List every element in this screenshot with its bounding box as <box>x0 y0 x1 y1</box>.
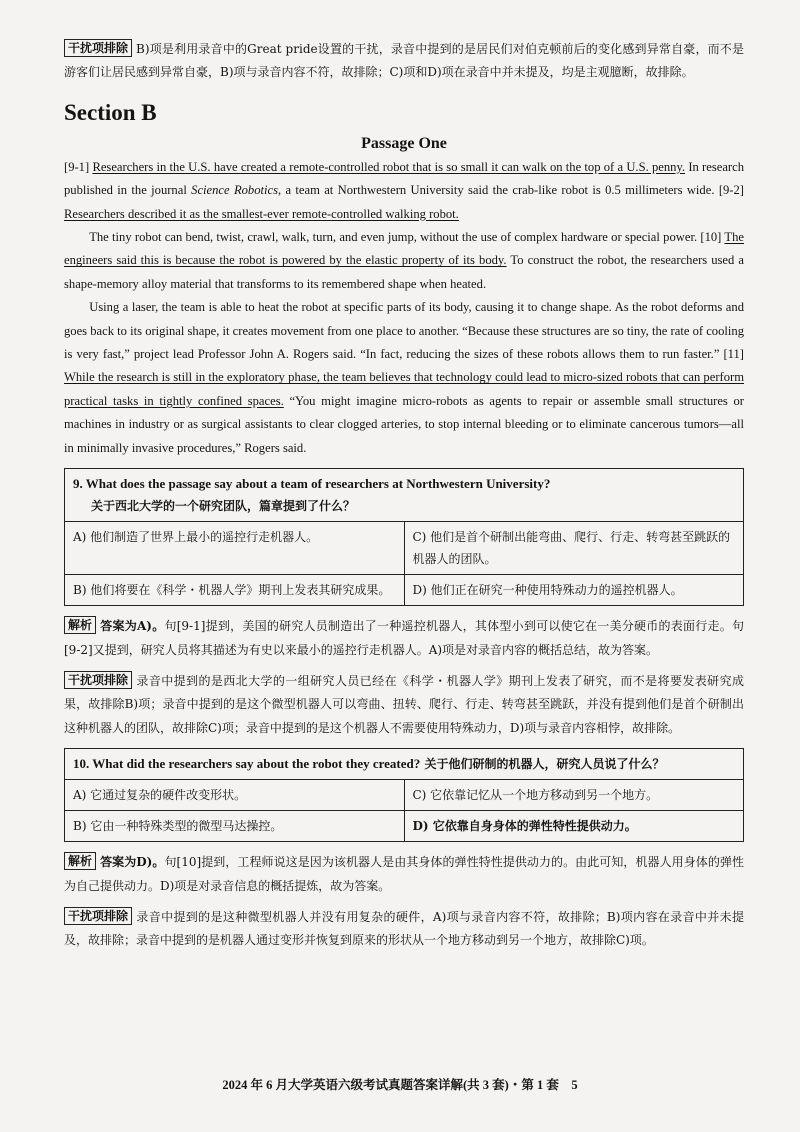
distractor-tag: 干扰项排除 <box>64 39 132 57</box>
underlined-sentence-10: The engineers said this is because the robot is powered by the elastic property of its body. <box>64 230 745 268</box>
distractor-text: 录音中提到的是西北大学的一组研究人员已经在《科学・机器人学》期刊上发表了研究，而不是将要发表研究成果，故排除B)项；录音中提到的是这个微型机器人可以弯曲、扭转、爬行、行走、转弯甚至跳跃，并没有提到他们是首个研制出这种机器人的团队，故排除C)项；录音中提到的是这个机器人不需要使用特殊动力，D)项与录音内容相悖，故排除。 <box>64 673 744 735</box>
distractor-text: B)项是利用录音中的Great pride设置的干扰，录音中提到的是居民们对伯克顿前后的变化感到异常自豪，而不是游客们让居民感到异常自豪，B)项与录音内容不符，故排除；C)项和D)项在录音中并未提及，均是主观臆断，故排除。 <box>64 42 744 80</box>
question-9-analysis <box>64 615 744 662</box>
question-10-option-b: B) 它由一种特殊类型的微型马达操控。 <box>65 811 405 842</box>
distractor-tag: 干扰项排除 <box>64 907 132 925</box>
analysis-text: 句[10]提到，工程师说这是因为该机器人是由其身体的弹性特性提供动力的。由此可知，机器人用身体的弹性为自己提供动力。D)项是对录音信息的概括提炼，故为答案。 <box>64 855 744 893</box>
journal-name: Science Robotics <box>191 183 279 198</box>
marker-9-2: [9-2] <box>718 183 744 198</box>
analysis-text: 句[9-1]提到，美国的研究人员制造出了一种遥控机器人，其体型小到可以使它在一美分硬币的表面行走。句[9-2]又提到，研究人员将其描述为有史以来最小的遥控行走机器人。A)项是对录音内容的概括总结，故为答案。 <box>64 619 744 657</box>
question-9-english: 9. What does the passage say about a team of researchers at Northwestern University? <box>73 476 551 492</box>
distractor-text: 录音中提到的是这种微型机器人并没有用复杂的硬件，A)项与录音内容不符，故排除；B)项内容在录音中并未提及，故排除；录音中提到的是机器人通过变形并恢复到原来的形状从一个地方移动到另一个地方，故排除C)项。 <box>64 909 744 948</box>
distractor-tag: 干扰项排除 <box>64 671 132 689</box>
underlined-sentence-9-1: Researchers in the U.S. have created a remote-controlled robot that is so small it can walk on the top of a U.S. penny. <box>92 159 686 174</box>
passage-paragraph-2 <box>64 226 744 296</box>
question-10-chinese: 关于他们研制的机器人，研究人员说了什么？ <box>424 757 665 772</box>
question-10-option-a: A) 它通过复杂的硬件改变形状。 <box>65 780 405 811</box>
section-title: Section B <box>64 99 157 125</box>
top-distractor-note <box>64 38 744 85</box>
answer-lead: 答案为A)。 <box>100 619 165 634</box>
paragraph-text: To construct the robot, the researchers used a shape-memory alloy material that transforms to its remembered shape when heated. <box>64 253 744 291</box>
question-9-option-b: B) 他们将要在《科学・机器人学》期刊上发表其研究成果。 <box>65 575 405 606</box>
question-10-table <box>64 748 744 842</box>
question-9-option-a: A) 他们制造了世界上最小的遥控行走机器人。 <box>65 522 405 575</box>
marker-11: [11] <box>723 347 744 362</box>
question-9-option-c: C) 他们是首个研制出能弯曲、爬行、行走、转弯甚至跳跃的机器人的团队。 <box>404 522 744 575</box>
passage-title: Passage One <box>361 134 447 152</box>
question-10-distractor <box>64 906 744 953</box>
question-9-option-d: D) 他们正在研究一种使用特殊动力的遥控机器人。 <box>404 575 744 606</box>
paragraph-text: Using a laser, the team is able to heat the robot at specific parts of its body, causing it to change shape. As the robot deforms and goes back to its original shape, it creates movement from one place to another. “Because these structures are so tiny, the rate of cooling is very fast,” project lead Professor John A. Rogers said. “In fact, reducing the sizes of these robots allows them to run faster.” <box>64 300 744 362</box>
paragraph-text: , a team at Northwestern University said the crab-like robot is 0.5 millimeters wide. <box>278 183 719 198</box>
passage-paragraph-3 <box>64 296 744 460</box>
analysis-tag: 解析 <box>64 616 96 634</box>
question-9-stem <box>65 469 744 522</box>
analysis-tag: 解析 <box>64 852 96 870</box>
page-footer: 2024 年 6 月大学英语六级考试真题答案详解(共 3 套)・第 1 套 5 <box>222 1078 578 1092</box>
paragraph-text: The tiny robot can bend, twist, crawl, walk, turn, and even jump, without the use of complex hardware or special power. <box>89 230 701 245</box>
paragraph-text: In research published in the journal <box>64 159 744 198</box>
question-10-analysis <box>64 851 744 898</box>
question-9-chinese: 关于西北大学的一个研究团队，篇章提到了什么？ <box>91 499 356 514</box>
question-9-distractor <box>64 670 744 740</box>
marker-9-1: [9-1] <box>64 159 90 174</box>
question-10-english: 10. What did the researchers say about the robot they created? <box>73 756 421 772</box>
underlined-sentence-11: While the research is still in the exploratory phase, the team believes that technology could lead to micro-sized robots that can perform practical tasks in tightly confined spaces. <box>64 370 744 408</box>
passage-paragraph-1 <box>64 156 744 226</box>
paragraph-text: “You might imagine micro-robots as agents to repair or assemble small structures or machines in industry or as surgical assistants to clear clogged arteries, to stop internal bleeding or to eliminate cancerous tumors—all in minimally invasive procedures,” Rogers said. <box>64 393 744 455</box>
marker-10: [10] <box>700 230 722 245</box>
question-10-stem <box>65 749 744 780</box>
page-body <box>64 38 744 953</box>
answer-lead: 答案为D)。 <box>100 855 165 870</box>
passage-text <box>64 156 744 460</box>
question-9-table <box>64 468 744 606</box>
question-10-option-c: C) 它依靠记忆从一个地方移动到另一个地方。 <box>404 780 744 811</box>
underlined-sentence-9-2: Researchers described it as the smallest-ever remote-controlled walking robot. <box>64 206 459 221</box>
question-10-option-d: D) 它依靠自身身体的弹性特性提供动力。 <box>404 811 744 842</box>
